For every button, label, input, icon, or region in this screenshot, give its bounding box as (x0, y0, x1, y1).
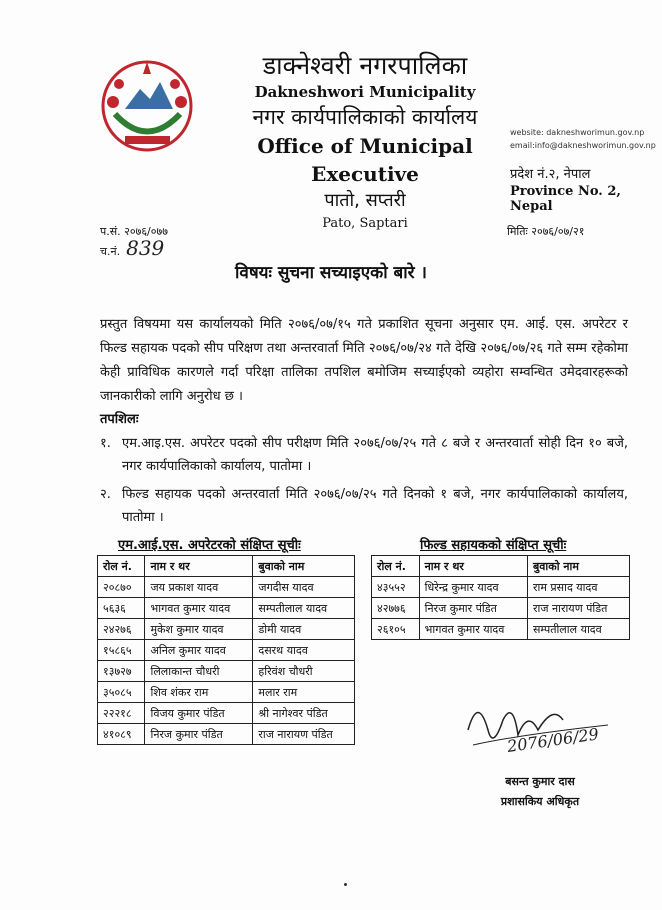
father-name-cell: सम्पतीलाल यादव (528, 619, 630, 640)
roll-number-cell: २४२७६ (98, 619, 145, 640)
mis-operator-table-title: एम.आई.एस. अपरेटरको संक्षिप्त सूचीः (118, 538, 301, 553)
schedule-list (100, 432, 628, 534)
list-item-number: २. (100, 487, 111, 502)
roll-number-cell: १३७२७ (98, 661, 145, 682)
table-row (98, 577, 355, 598)
table-row (372, 598, 630, 619)
letter-date: मितिः २०७६/०७/२१ (507, 225, 585, 238)
province-english: Province No. 2, Nepal (510, 184, 621, 214)
roll-number-cell: ३५०८५ (98, 682, 145, 703)
contact-info (510, 126, 656, 152)
father-name-cell: डोमी यादव (253, 619, 355, 640)
roll-number-cell: ४३५५२ (372, 577, 420, 598)
dispatch-number: 839 (126, 236, 165, 260)
father-name-cell: सम्पतीलाल यादव (253, 598, 355, 619)
field-assistant-table-title: फिल्ड सहायकको संक्षिप्त सूचीः (420, 538, 567, 553)
field-assistant-table (371, 555, 630, 640)
father-name-cell: जगदीस यादव (253, 577, 355, 598)
list-item (100, 483, 628, 529)
office-name-english: Office of Municipal Executive (257, 134, 473, 186)
list-item-text: एम.आइ.एस. अपरेटर पदको सीप परीक्षण मिति २०७६/०७/२५ गते ८ बजे र अन्तरवार्ता सोही दिन १० बजे, नगर कार्यपालिकाको कार्यालय, पातोमा । (122, 436, 628, 474)
municipality-name-english: Dakneshwori Municipality (254, 83, 476, 101)
name-cell: शिव शंकर राम (145, 682, 253, 703)
table-row (372, 619, 630, 640)
name-cell: निरज कुमार पंडित (419, 598, 527, 619)
table-header-row (372, 556, 630, 577)
father-name-cell: श्री नागेश्वर पंडित (253, 703, 355, 724)
column-header: रोल नं. (98, 556, 145, 577)
table-row (98, 682, 355, 703)
table-row (98, 640, 355, 661)
table-row (98, 724, 355, 745)
mis-operator-table (97, 555, 355, 745)
dispatch-number-row (100, 236, 168, 260)
signatory-block (490, 772, 590, 812)
name-cell: निरज कुमार पंडित (145, 724, 253, 745)
table-header-row (98, 556, 355, 577)
table-row (98, 703, 355, 724)
column-header: नाम र थर (419, 556, 527, 577)
name-cell: अनिल कुमार यादव (145, 640, 253, 661)
municipality-name-nepali: डाक्नेश्वरी नगरपालिका (262, 51, 468, 80)
table-row (98, 619, 355, 640)
office-name-nepali: नगर कार्यपालिकाको कार्यालय (252, 105, 478, 129)
website-text: website: dakneshworimun.gov.np (510, 128, 645, 137)
province-nepali: प्रदेश नं.२, नेपाल (510, 167, 591, 182)
table-row (98, 598, 355, 619)
letter-number: प.सं. २०७६/०७७ (100, 225, 168, 238)
father-name-cell: राज नारायण पंडित (528, 598, 630, 619)
roll-number-cell: १५८६५ (98, 640, 145, 661)
list-item-number: १. (100, 436, 111, 451)
list-item-text: फिल्ड सहायक पदको अन्तरवार्ता मिति २०७६/०७/२५ गते दिनको १ बजे, नगर कार्यपालिकाको कार्यालय, पातोमा । (122, 487, 628, 525)
father-name-cell: राज नारायण पंडित (253, 724, 355, 745)
letterhead (215, 50, 515, 234)
roll-number-cell: ४१०८९ (98, 724, 145, 745)
email-text: email:info@dakneshworimun.gov.np (510, 141, 656, 150)
signature-date-handwritten: 2076/06/29 (505, 724, 600, 756)
column-header: बुवाको नाम (528, 556, 630, 577)
body-paragraph: प्रस्तुत विषयमा यस कार्यालयको मिति २०७६/०७/१५ गते प्रकाशित सूचना अनुसार एम. आई. एस. अपरेटर र फिल्ड सहायक पदको सीप परिक्षण तथा अन्तरवार्ता मिति २०७६/०७/२४ गते देखि २०७६/०७/२६ गते सम्म रहेकोमा केही प्राविधिक कारणले गर्दा परिक्षा तालिका तपशिल बमोजिम सच्याईएको व्यहोरा सम्वन्धित उमेदवारहरूको जानकारीको लागि अनुरोध छ । (100, 317, 628, 404)
roll-number-cell: २२२१८ (98, 703, 145, 724)
name-cell: भागवत कुमार यादव (419, 619, 527, 640)
table-row (372, 577, 630, 598)
name-cell: जय प्रकाश यादव (145, 577, 253, 598)
place-nepali: पातो, सप्तरी (324, 190, 406, 211)
dispatch-label: च.नं. (100, 245, 121, 258)
roll-number-cell: २६१०५ (372, 619, 420, 640)
reference-block (100, 224, 168, 260)
signatory-title: प्रशासकिय अधिकृत (500, 795, 580, 808)
name-cell: धिरेन्द्र कुमार यादव (419, 577, 527, 598)
column-header: नाम र थर (145, 556, 253, 577)
signatory-name: बसन्त कुमार दास (505, 775, 575, 788)
roll-number-cell: २०८७० (98, 577, 145, 598)
column-header: रोल नं. (372, 556, 420, 577)
name-cell: लिलाकान्त चौधरी (145, 661, 253, 682)
name-cell: भागवत कुमार यादव (145, 598, 253, 619)
column-header: बुवाको नाम (253, 556, 355, 577)
details-heading: तपशिलः (100, 412, 139, 427)
roll-number-cell: ४२७७६ (372, 598, 420, 619)
name-cell: मुकेश कुमार यादव (145, 619, 253, 640)
table-row (98, 661, 355, 682)
name-cell: विजय कुमार पंडित (145, 703, 253, 724)
father-name-cell: राम प्रसाद यादव (528, 577, 630, 598)
municipality-emblem-logo (95, 54, 200, 154)
father-name-cell: हरिवंश चौधरी (253, 661, 355, 682)
father-name-cell: मलार राम (253, 682, 355, 703)
scan-speck (344, 883, 347, 886)
roll-number-cell: ५६३६ (98, 598, 145, 619)
place-english: Pato, Saptari (322, 216, 408, 231)
father-name-cell: दसरथ यादव (253, 640, 355, 661)
handwritten-signature (458, 690, 618, 770)
list-item (100, 432, 628, 478)
subject-line: विषयः सुचना सच्याइएको बारे । (235, 263, 427, 283)
